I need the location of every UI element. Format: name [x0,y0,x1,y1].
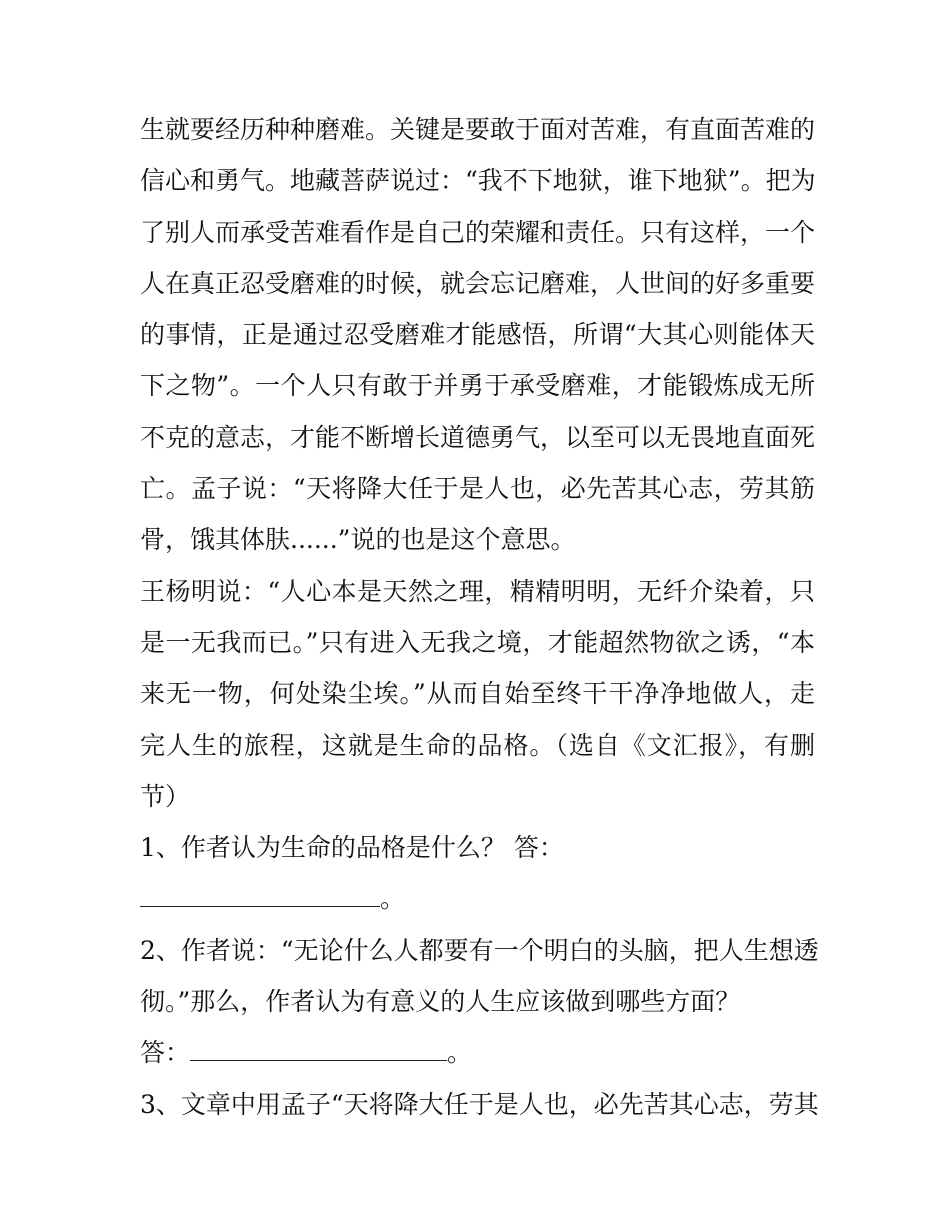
passage-line: 的事情，正是通过忍受磨难才能感悟，所谓“大其心则能体天 [140,320,815,350]
passage-line: 信心和勇气。地藏菩萨说过：“我不下地狱，谁下地狱”。把为 [140,166,816,196]
end-mark: 。 [447,1038,473,1068]
passage-line: 人在真正忍受磨难的时候，就会忘记磨难，人世间的好多重要 [140,268,816,298]
passage-line: 不克的意志，才能不断增长道德勇气，以至可以无畏地直面死 [140,422,816,452]
answer-label: 答： [140,1038,191,1068]
passage-line: 是一无我而已。”只有进入无我之境，才能超然物欲之诱，“本 [140,627,815,657]
question-2-continued: 彻。”那么，作者认为有意义的人生应该做到哪些方面？ [140,987,741,1017]
passage-line: 亡。孟子说：“天将降大任于是人也，必先苦其心志，劳其筋 [140,474,815,504]
question-2: 2、作者说：“无论什么人都要有一个明白的头脑，把人生想透 [140,935,819,965]
passage-line: 生就要经历种种磨难。关键是要敢于面对苦难，有直面苦难的 [140,115,816,144]
end-mark: 。 [380,884,406,914]
passage-line: 下之物”。一个人只有敢于并勇于承受磨难，才能锻炼成无所 [140,371,815,401]
passage-line: 节） [140,781,191,811]
question-1: 1、作者认为生命的品格是什么？ 答： [140,833,564,863]
answer-blank-1[interactable] [140,905,380,907]
question-3: 3、文章中用孟子“天将降大任于是人也，必先苦其心志，劳其 [140,1089,819,1119]
answer-blank-2[interactable] [190,1059,447,1061]
document-text [140,104,819,1130]
passage-line: 来无一物，何处染尘埃。”从而自始至终干干净净地做人，走 [140,679,815,709]
passage-line: 骨，饿其体肤......”说的也是这个意思。 [140,525,576,555]
question-1-answer-line [140,873,815,924]
question-2-answer-line [140,1027,815,1078]
passage-line: 完人生的旅程，这就是生命的品格。（选自《文汇报》，有删 [140,730,815,760]
passage-line: 王杨明说：“人心本是天然之理，精精明明，无纤介染着，只 [140,576,815,606]
passage-line: 了别人而承受苦难看作是自己的荣耀和责任。只有这样，一个 [140,217,816,247]
